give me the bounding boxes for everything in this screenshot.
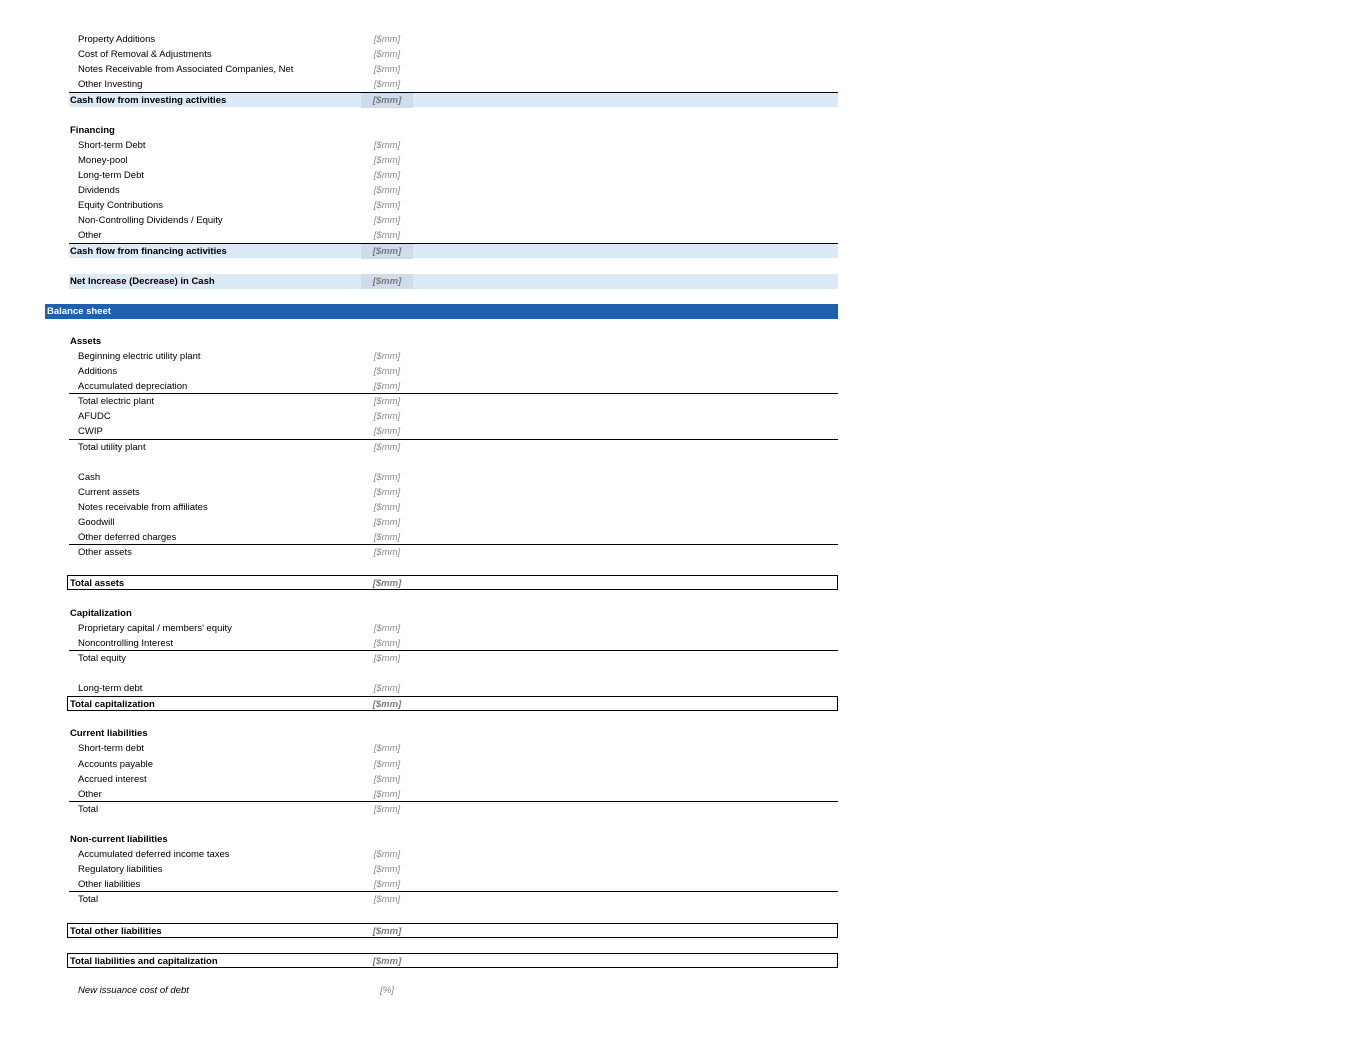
table-row[interactable] <box>45 183 838 198</box>
table-row[interactable] <box>45 47 838 62</box>
total-liabilities-capitalization-row[interactable] <box>67 953 838 968</box>
row-value[interactable]: [$mm] <box>373 773 401 785</box>
spreadsheet-sheet <box>45 32 838 998</box>
spacer-row <box>45 938 838 953</box>
row-label: Total electric plant <box>78 396 155 408</box>
row-value[interactable]: [$mm] <box>373 864 401 876</box>
row-label: Total assets <box>70 578 125 590</box>
section-heading: Current liabilities <box>70 728 148 740</box>
row-label: CWIP <box>78 426 103 438</box>
row-value[interactable]: [$mm] <box>373 426 401 438</box>
section-heading: Non-current liabilities <box>70 833 168 845</box>
table-row[interactable] <box>45 515 838 530</box>
table-row[interactable] <box>45 62 838 77</box>
spacer-row <box>45 289 838 304</box>
table-row[interactable] <box>45 32 838 47</box>
row-label: Total utility plant <box>78 441 146 453</box>
issuance-cost-row[interactable] <box>45 983 838 998</box>
row-label: Other deferred charges <box>78 532 177 544</box>
row-label: Regulatory liabilities <box>78 864 163 876</box>
row-label: Long-term Debt <box>78 169 145 181</box>
table-row[interactable] <box>45 741 838 756</box>
row-value[interactable]: [$mm] <box>373 64 401 76</box>
total-assets-row[interactable] <box>67 575 838 590</box>
noncurrent-liabilities-total-row[interactable] <box>45 892 838 907</box>
row-label: Total capitalization <box>70 699 155 711</box>
row-label: New issuance cost of debt <box>78 984 189 996</box>
row-label: Accrued interest <box>78 773 147 785</box>
total-equity-row[interactable] <box>45 651 838 666</box>
row-label: Accumulated depreciation <box>78 381 188 393</box>
row-value[interactable]: [%] <box>380 984 394 996</box>
table-row[interactable] <box>45 485 838 500</box>
row-value[interactable]: [$mm] <box>373 34 401 45</box>
table-row[interactable] <box>45 757 838 772</box>
row-value[interactable]: [$mm] <box>373 200 401 212</box>
row-label: Cash flow from financing activities <box>70 246 227 258</box>
row-label: Cost of Removal & Adjustments <box>78 49 212 61</box>
table-row[interactable] <box>45 787 838 802</box>
row-label: Other Investing <box>78 79 143 91</box>
row-label: Other assets <box>78 547 132 559</box>
row-value[interactable]: [$mm] <box>373 743 401 755</box>
row-label: Cash <box>78 471 101 483</box>
row-value[interactable]: [$mm] <box>373 381 401 393</box>
section-heading-financing <box>45 123 838 138</box>
row-label: Noncontrolling Interest <box>78 637 174 649</box>
table-row[interactable] <box>45 862 838 877</box>
row-value[interactable]: [$mm] <box>361 93 413 108</box>
row-value[interactable]: [$mm] <box>373 411 401 423</box>
row-label: Net Increase (Decrease) in Cash <box>70 275 215 287</box>
net-increase-row[interactable] <box>69 274 838 289</box>
total-electric-plant-row[interactable] <box>45 394 838 409</box>
row-value[interactable]: [$mm] <box>373 849 401 861</box>
financing-total-row[interactable] <box>69 243 838 258</box>
row-label: Property Additions <box>78 34 156 45</box>
table-row[interactable] <box>45 228 838 243</box>
spacer-row <box>45 907 838 922</box>
row-label: AFUDC <box>78 411 111 423</box>
spacer-row <box>45 107 838 122</box>
spacer-row <box>45 817 838 832</box>
row-value[interactable]: [$mm] <box>373 139 401 151</box>
table-row[interactable] <box>45 847 838 862</box>
current-liabilities-total-row[interactable] <box>45 802 838 817</box>
row-label: Additions <box>78 366 118 378</box>
row-label: Proprietary capital / members' equity <box>78 622 232 634</box>
table-row[interactable] <box>45 77 838 92</box>
row-label: Cash flow from investing activities <box>70 95 227 107</box>
row-label: Short-term debt <box>78 743 144 755</box>
table-row[interactable] <box>45 500 838 515</box>
spacer-row <box>45 968 838 983</box>
row-value[interactable]: [$mm] <box>372 955 402 967</box>
row-label: Other <box>78 230 102 242</box>
row-value[interactable]: [$mm] <box>373 230 401 242</box>
row-label: Total <box>78 894 99 906</box>
spacer-row <box>45 319 838 334</box>
section-heading-assets <box>45 334 838 349</box>
row-label: Accounts payable <box>78 758 153 770</box>
spacer-row <box>45 590 838 605</box>
investing-total-row[interactable] <box>69 92 838 107</box>
row-label: Total equity <box>78 652 127 664</box>
spacer-row <box>45 666 838 681</box>
row-value[interactable]: [$mm] <box>373 184 401 196</box>
long-term-debt-row[interactable] <box>45 681 838 696</box>
row-value[interactable]: [$mm] <box>373 486 401 498</box>
row-value[interactable]: [$mm] <box>373 894 401 906</box>
row-value[interactable]: [$mm] <box>373 517 401 528</box>
row-value[interactable]: [$mm] <box>373 652 401 664</box>
table-row[interactable] <box>45 621 838 636</box>
section-heading-current-liabilities <box>45 726 838 741</box>
row-label: Non-Controlling Dividends / Equity <box>78 215 223 227</box>
spacer-row <box>45 258 838 273</box>
row-value[interactable]: [$mm] <box>373 79 401 91</box>
row-value[interactable]: [$mm] <box>373 788 401 800</box>
row-value[interactable]: [$mm] <box>372 925 402 937</box>
spacer-row <box>45 711 838 726</box>
table-row[interactable] <box>45 364 838 379</box>
row-value[interactable]: [$mm] <box>361 244 413 259</box>
row-label: Total liabilities and capitalization <box>70 955 218 967</box>
row-value[interactable]: [$mm] <box>373 532 401 544</box>
row-value[interactable]: [$mm] <box>373 637 401 649</box>
section-heading: Capitalization <box>70 607 132 619</box>
row-label: Money-pool <box>78 154 128 166</box>
row-value[interactable]: [$mm] <box>372 699 402 711</box>
row-value[interactable]: [$mm] <box>373 547 401 559</box>
row-label: Notes receivable from affiliates <box>78 501 208 513</box>
table-row[interactable] <box>45 213 838 228</box>
section-heading: Assets <box>70 335 102 347</box>
section-heading-capitalization <box>45 606 838 621</box>
table-row[interactable] <box>45 530 838 545</box>
row-value[interactable]: [$mm] <box>373 758 401 770</box>
table-row[interactable] <box>45 379 838 394</box>
row-value[interactable]: [$mm] <box>373 683 401 695</box>
row-value[interactable]: [$mm] <box>373 879 401 891</box>
total-utility-plant-row[interactable] <box>45 440 838 455</box>
row-label: Current assets <box>78 486 140 498</box>
row-value[interactable]: [$mm] <box>373 803 401 815</box>
table-row[interactable] <box>45 877 838 892</box>
section-title: Balance sheet <box>47 305 111 317</box>
row-label: Dividends <box>78 184 120 196</box>
row-label: Accumulated deferred income taxes <box>78 849 230 861</box>
row-value[interactable]: [$mm] <box>373 366 401 378</box>
table-row[interactable] <box>45 198 838 213</box>
table-row[interactable] <box>45 349 838 364</box>
table-row[interactable] <box>45 138 838 153</box>
other-assets-row[interactable] <box>45 545 838 560</box>
table-row[interactable] <box>45 772 838 787</box>
row-value[interactable]: [$mm] <box>372 578 402 590</box>
section-heading-noncurrent-liabilities <box>45 832 838 847</box>
row-value[interactable]: [$mm] <box>373 622 401 634</box>
row-label: Notes Receivable from Associated Companies, Net <box>78 64 294 76</box>
spacer-row <box>45 455 838 470</box>
row-label: Total other liabilities <box>70 925 162 937</box>
row-value[interactable]: [$mm] <box>361 274 413 289</box>
table-row[interactable] <box>45 470 838 485</box>
spacer-row <box>45 560 838 575</box>
total-capitalization-row[interactable] <box>67 696 838 711</box>
row-value[interactable]: [$mm] <box>373 215 401 227</box>
row-value[interactable]: [$mm] <box>373 471 401 483</box>
total-other-liabilities-row[interactable] <box>67 923 838 938</box>
row-value[interactable]: [$mm] <box>373 501 401 513</box>
row-label: Long-term debt <box>78 683 143 695</box>
table-row[interactable] <box>45 168 838 183</box>
table-row[interactable] <box>45 409 838 424</box>
row-value[interactable]: [$mm] <box>373 441 401 453</box>
section-heading: Financing <box>70 124 115 136</box>
row-label: Short-term Debt <box>78 139 146 151</box>
row-label: Goodwill <box>78 517 115 528</box>
table-row[interactable] <box>45 424 838 439</box>
table-row[interactable] <box>45 153 838 168</box>
row-value[interactable]: [$mm] <box>373 49 401 61</box>
row-label: Other liabilities <box>78 879 141 891</box>
row-value[interactable]: [$mm] <box>373 169 401 181</box>
balance-sheet-header <box>45 304 838 319</box>
row-value[interactable]: [$mm] <box>373 154 401 166</box>
row-value[interactable]: [$mm] <box>373 396 401 408</box>
row-label: Beginning electric utility plant <box>78 350 201 362</box>
row-value[interactable]: [$mm] <box>373 350 401 362</box>
table-row[interactable] <box>45 636 838 651</box>
row-label: Other <box>78 788 102 800</box>
row-label: Total <box>78 803 99 815</box>
row-label: Equity Contributions <box>78 200 164 212</box>
